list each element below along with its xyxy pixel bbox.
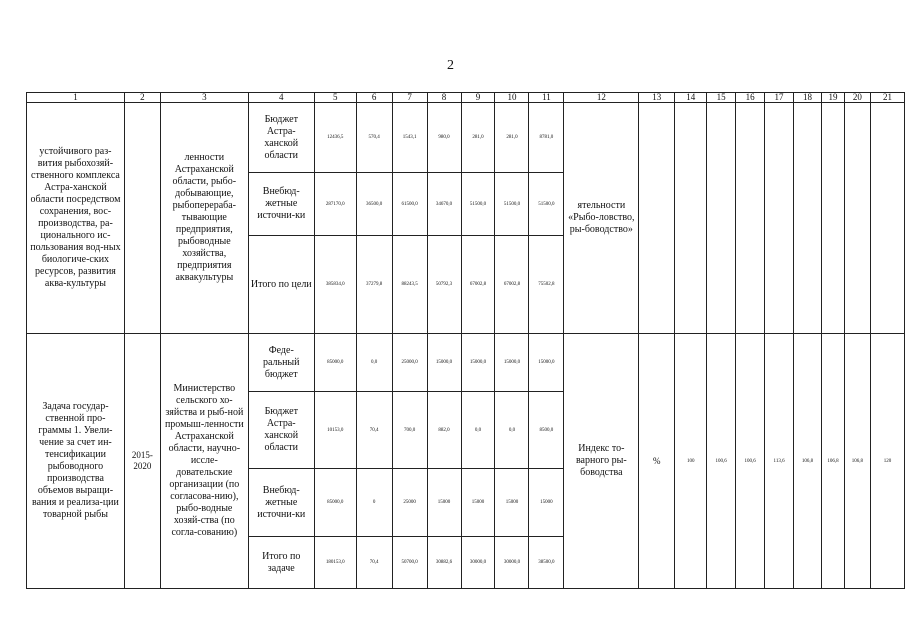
indicator-value bbox=[794, 103, 822, 334]
value-cell: 1543,1 bbox=[392, 103, 427, 173]
value-cell: 25000 bbox=[392, 469, 427, 537]
indicator-value bbox=[707, 103, 736, 334]
value-cell: 25000,0 bbox=[392, 334, 427, 392]
indicator-value bbox=[821, 103, 844, 334]
column-header: 3 bbox=[160, 93, 248, 103]
column-header: 8 bbox=[427, 93, 461, 103]
indicator-value: 100,6 bbox=[707, 334, 736, 589]
indicator-value: 113,6 bbox=[765, 334, 794, 589]
value-cell: 67002,8 bbox=[495, 236, 529, 334]
column-header: 5 bbox=[314, 93, 356, 103]
value-cell: 15000 bbox=[461, 469, 495, 537]
column-header: 15 bbox=[707, 93, 736, 103]
indicator-value bbox=[844, 103, 870, 334]
column-header: 4 bbox=[248, 93, 314, 103]
value-cell: 75502,8 bbox=[529, 236, 564, 334]
indicator-value bbox=[675, 103, 707, 334]
value-cell: 281,0 bbox=[461, 103, 495, 173]
column-header: 6 bbox=[356, 93, 392, 103]
value-cell: 50700,0 bbox=[392, 537, 427, 589]
funding-source: Бюджет Астра-ханской области bbox=[248, 392, 314, 469]
column-header: 17 bbox=[765, 93, 794, 103]
column-header: 20 bbox=[844, 93, 870, 103]
value-cell: 30000,0 bbox=[495, 537, 529, 589]
value-cell: 30000,0 bbox=[461, 537, 495, 589]
page-number: 2 bbox=[447, 58, 454, 73]
value-cell: 85000,0 bbox=[314, 334, 356, 392]
value-cell: 12436,5 bbox=[314, 103, 356, 173]
column-header: 1 bbox=[27, 93, 125, 103]
indicator-value: 120 bbox=[870, 334, 904, 589]
value-cell: 51500,0 bbox=[461, 173, 495, 236]
value-cell: 15000,0 bbox=[495, 334, 529, 392]
column-header: 19 bbox=[821, 93, 844, 103]
table-row bbox=[27, 103, 905, 173]
funding-source: Итого по задаче bbox=[248, 537, 314, 589]
value-cell: 85000,0 bbox=[314, 469, 356, 537]
value-cell: 180153,0 bbox=[314, 537, 356, 589]
value-cell: 88243,5 bbox=[392, 236, 427, 334]
indicator-value: 106,8 bbox=[821, 334, 844, 589]
value-cell: 50792,3 bbox=[427, 236, 461, 334]
value-cell: 8500,0 bbox=[529, 392, 564, 469]
indicator-cell: ятельности «Рыбо-ловство, ры-боводство» bbox=[564, 103, 639, 334]
table-row bbox=[27, 334, 905, 392]
value-cell: 700,0 bbox=[392, 392, 427, 469]
indicator-value bbox=[736, 103, 765, 334]
value-cell: 281,0 bbox=[495, 103, 529, 173]
value-cell: 51500,0 bbox=[529, 173, 564, 236]
goal-description: устойчивого раз-вития рыбохозяй-ственного комплекса Астра-ханской области посредством сохранения, вос-производства, ра-ционального ис-пользования вод-ных биологиче-ских ресурсов, развития аква-культуры bbox=[27, 103, 125, 334]
value-cell: 287170,0 bbox=[314, 173, 356, 236]
column-header: 2 bbox=[124, 93, 160, 103]
indicator-value: 100,6 bbox=[736, 334, 765, 589]
value-cell: 51500,0 bbox=[495, 173, 529, 236]
unit-cell bbox=[639, 103, 675, 334]
value-cell: 15000,0 bbox=[427, 334, 461, 392]
period-cell bbox=[124, 103, 160, 334]
value-cell: 30882,6 bbox=[427, 537, 461, 589]
indicator-value bbox=[765, 103, 794, 334]
value-cell: 15000 bbox=[427, 469, 461, 537]
value-cell: 61500,0 bbox=[392, 173, 427, 236]
funding-source: Феде-ральный бюджет bbox=[248, 334, 314, 392]
value-cell: 385834,0 bbox=[314, 236, 356, 334]
column-number-row bbox=[27, 93, 905, 103]
column-header: 14 bbox=[675, 93, 707, 103]
column-header: 13 bbox=[639, 93, 675, 103]
value-cell: 67002,8 bbox=[461, 236, 495, 334]
value-cell: 70,4 bbox=[356, 537, 392, 589]
value-cell: 0 bbox=[356, 469, 392, 537]
value-cell: 15000 bbox=[495, 469, 529, 537]
value-cell: 0,0 bbox=[356, 334, 392, 392]
program-table bbox=[26, 92, 905, 589]
period-cell: 2015-2020 bbox=[124, 334, 160, 589]
executors-cell: ленности Астраханской области, рыбо-добывающие, рыбоперераба-тывающие предприятия, рыбоводные хозяйства, предприятия аквакультуры bbox=[160, 103, 248, 334]
value-cell: 8781,0 bbox=[529, 103, 564, 173]
value-cell: 15000,0 bbox=[461, 334, 495, 392]
indicator-value: 106,8 bbox=[844, 334, 870, 589]
value-cell: 570,4 bbox=[356, 103, 392, 173]
column-header: 18 bbox=[794, 93, 822, 103]
value-cell: 980,0 bbox=[427, 103, 461, 173]
column-header: 16 bbox=[736, 93, 765, 103]
column-header: 9 bbox=[461, 93, 495, 103]
value-cell: 38500,0 bbox=[529, 537, 564, 589]
value-cell: 37279,8 bbox=[356, 236, 392, 334]
value-cell: 10153,0 bbox=[314, 392, 356, 469]
value-cell: 882,0 bbox=[427, 392, 461, 469]
funding-source: Внебюд-жетные источни-ки bbox=[248, 173, 314, 236]
value-cell: 70,4 bbox=[356, 392, 392, 469]
column-header: 11 bbox=[529, 93, 564, 103]
indicator-cell: Индекс то-варного ры-боводства bbox=[564, 334, 639, 589]
unit-cell: % bbox=[639, 334, 675, 589]
indicator-value: 106,8 bbox=[794, 334, 822, 589]
indicator-value: 100 bbox=[675, 334, 707, 589]
funding-source: Внебюд-жетные источни-ки bbox=[248, 469, 314, 537]
column-header: 12 bbox=[564, 93, 639, 103]
column-header: 10 bbox=[495, 93, 529, 103]
indicator-value bbox=[870, 103, 904, 334]
value-cell: 34670,0 bbox=[427, 173, 461, 236]
value-cell: 0,0 bbox=[461, 392, 495, 469]
value-cell: 15000,0 bbox=[529, 334, 564, 392]
value-cell: 36500,0 bbox=[356, 173, 392, 236]
executors-cell: Министерство сельского хо-зяйства и рыб-ной промыш-ленности Астраханской области, научно-иссле-довательские организации (по согласова-нию), рыбо-водные хозяй-ства (по согла-сованию) bbox=[160, 334, 248, 589]
value-cell: 0,0 bbox=[495, 392, 529, 469]
task-description: Задача государ-ственной про-граммы 1. Увели-чение за счет ин-тенсификации рыбоводного производства объемов выращи-вания и реализа-ции товарной рыбы bbox=[27, 334, 125, 589]
column-header: 21 bbox=[870, 93, 904, 103]
funding-source: Бюджет Астра-ханской области bbox=[248, 103, 314, 173]
value-cell: 15000 bbox=[529, 469, 564, 537]
funding-source: Итого по цели bbox=[248, 236, 314, 334]
column-header: 7 bbox=[392, 93, 427, 103]
